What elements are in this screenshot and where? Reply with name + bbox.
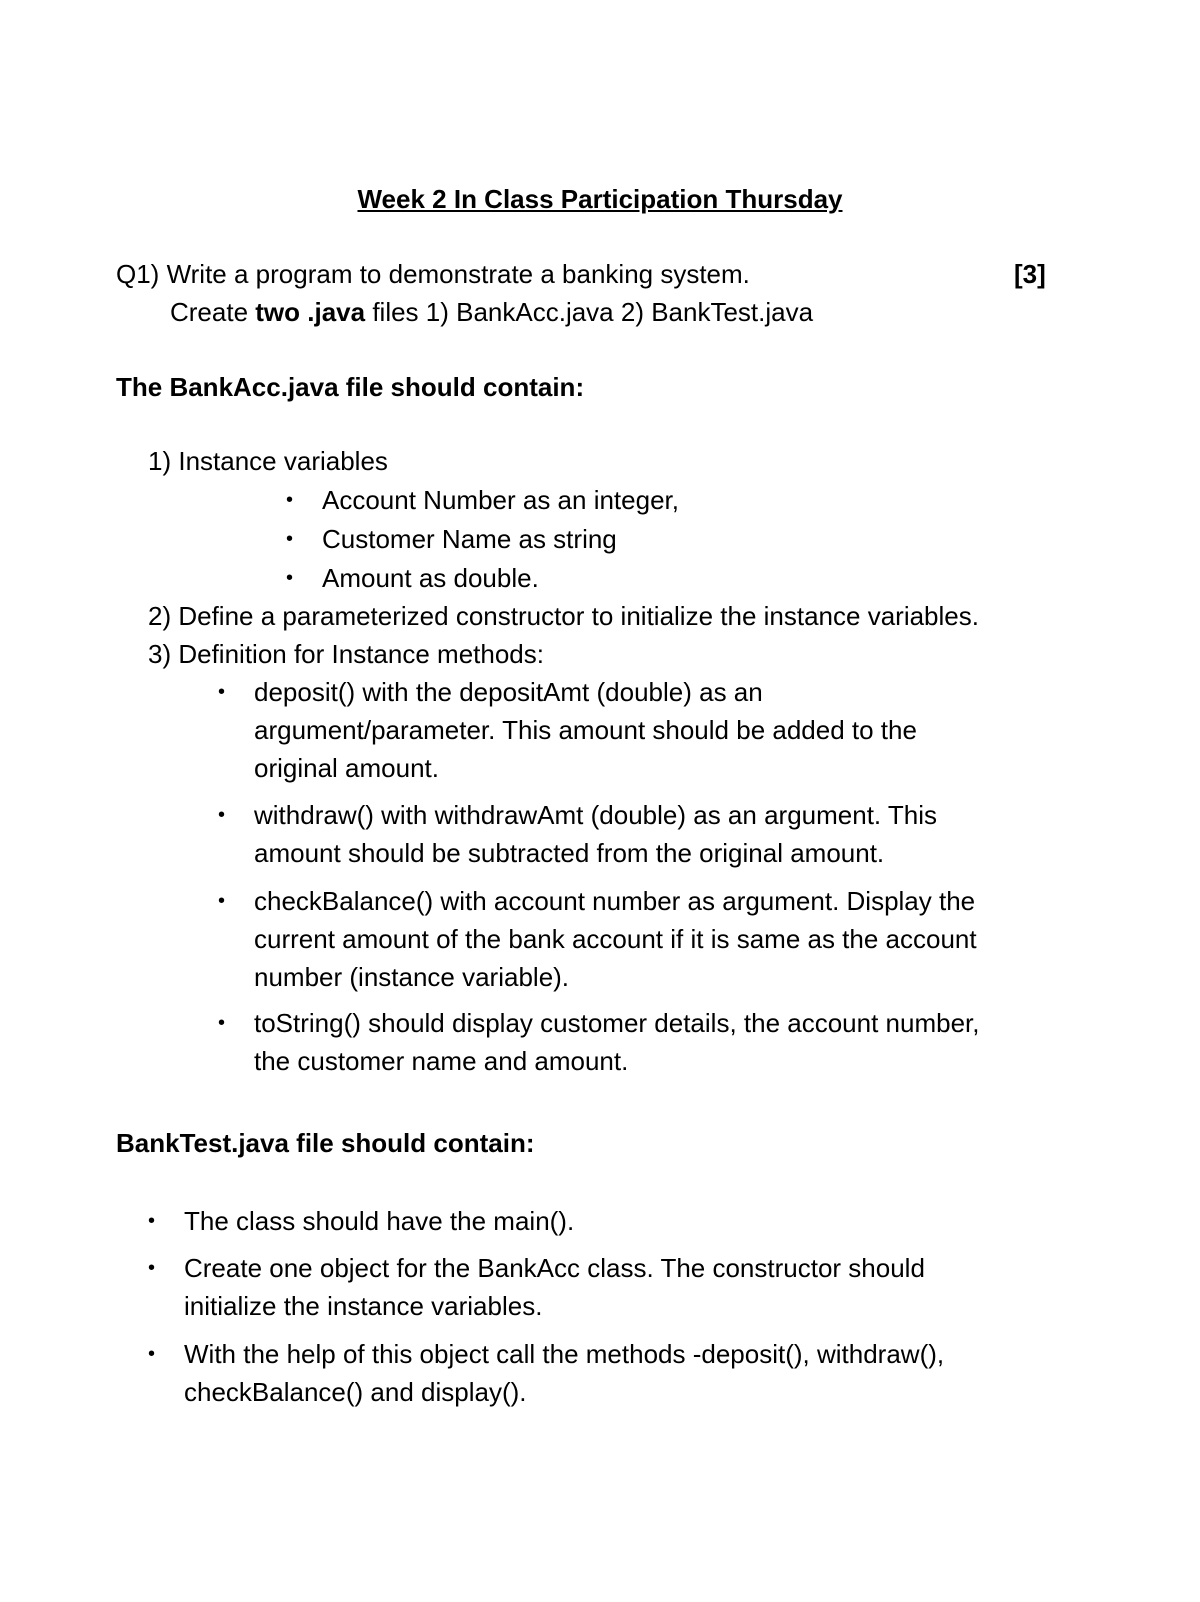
method-item xyxy=(218,882,977,996)
create-post-text: files 1) BankAcc.java 2) BankTest.java xyxy=(365,297,814,327)
create-pre-text: Create xyxy=(170,297,256,327)
method-line: deposit() with the depositAmt (double) as an xyxy=(254,677,763,707)
method-line: the customer name and amount. xyxy=(254,1046,629,1076)
method-item xyxy=(218,1004,980,1080)
method-text xyxy=(254,796,937,872)
bankacc-heading: The BankAcc.java file should contain: xyxy=(116,372,585,402)
bullet-icon: • xyxy=(218,681,226,703)
method-line: argument/parameter. This amount should be added to the xyxy=(254,715,917,745)
banktest-item xyxy=(148,1335,944,1411)
banktest-heading: BankTest.java file should contain: xyxy=(116,1128,535,1158)
bullet-icon: • xyxy=(218,1012,226,1034)
instance-var-item xyxy=(286,559,539,597)
create-bold-text: two .java xyxy=(255,297,366,327)
method-line: withdraw() with withdrawAmt (double) as an argument. This xyxy=(254,800,938,830)
question-text: Q1) Write a program to demonstrate a banking system. xyxy=(116,259,750,289)
banktest-line: With the help of this object call the methods -deposit(), withdraw(), xyxy=(184,1339,945,1369)
page-title: Week 2 In Class Participation Thursday xyxy=(357,184,843,214)
method-text xyxy=(254,673,917,787)
bullet-icon: • xyxy=(148,1210,156,1232)
method-line: number (instance variable). xyxy=(254,962,570,992)
bullet-icon: • xyxy=(148,1257,156,1279)
banktest-text xyxy=(184,1249,925,1325)
question-marks: [3] xyxy=(1014,259,1046,289)
banktest-item xyxy=(148,1249,925,1325)
bullet-icon: • xyxy=(286,489,294,511)
bankacc-item-3: 3) Definition for Instance methods: xyxy=(148,639,544,669)
method-line: toString() should display customer details, the account number, xyxy=(254,1008,980,1038)
banktest-text xyxy=(184,1335,944,1411)
instance-var-text: Account Number as an integer, xyxy=(322,485,679,515)
banktest-item xyxy=(148,1202,574,1240)
bankacc-item-2: 2) Define a parameterized constructor to initialize the instance variables. xyxy=(148,601,979,631)
banktest-text xyxy=(184,1202,574,1240)
bullet-icon: • xyxy=(286,528,294,550)
banktest-line: The class should have the main(). xyxy=(184,1206,575,1236)
method-line: checkBalance() with account number as argument. Display the xyxy=(254,886,976,916)
banktest-line: checkBalance() and display(). xyxy=(184,1377,527,1407)
method-text xyxy=(254,1004,980,1080)
method-line: current amount of the bank account if it is same as the account xyxy=(254,924,977,954)
bullet-icon: • xyxy=(218,804,226,826)
banktest-line: initialize the instance variables. xyxy=(184,1291,543,1321)
banktest-line: Create one object for the BankAcc class. The constructor should xyxy=(184,1253,925,1283)
method-item xyxy=(218,673,917,787)
method-line: amount should be subtracted from the original amount. xyxy=(254,838,885,868)
method-item xyxy=(218,796,937,872)
method-text xyxy=(254,882,977,996)
bankacc-item-1: 1) Instance variables xyxy=(148,446,388,476)
instance-var-text: Customer Name as string xyxy=(322,524,617,554)
instance-var-item xyxy=(286,520,617,558)
bullet-icon: • xyxy=(286,567,294,589)
bullet-icon: • xyxy=(218,890,226,912)
instance-var-item xyxy=(286,481,679,519)
bullet-icon: • xyxy=(148,1343,156,1365)
method-line: original amount. xyxy=(254,753,439,783)
create-files-line xyxy=(170,293,813,331)
instance-var-text: Amount as double. xyxy=(322,563,539,593)
